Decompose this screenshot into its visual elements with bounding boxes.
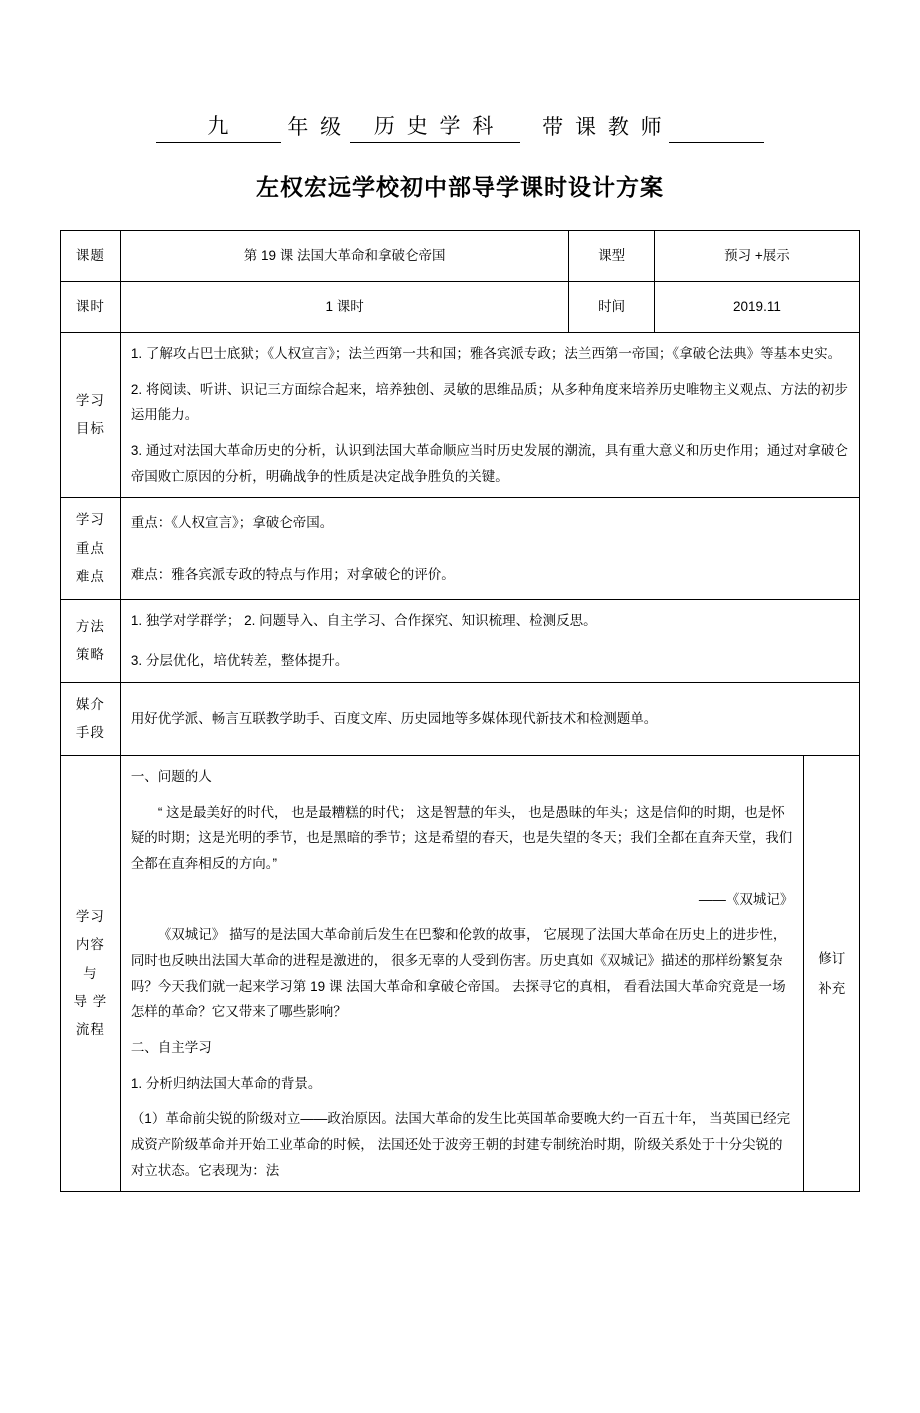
label-revise-line1: 修订 (818, 951, 846, 966)
label-content-line1: 学习 (75, 908, 105, 924)
label-goals-line1: 学习 (75, 392, 105, 408)
value-class-type: 预习 +展示 (654, 231, 859, 282)
document-page (0, 110, 920, 1413)
label-key-line3: 难点 (75, 568, 105, 584)
content-quote-source: ——《双城记》 (698, 891, 794, 907)
table-row (61, 498, 860, 600)
label-methods-line1: 方法 (75, 618, 105, 634)
label-topic: 课题 (61, 231, 121, 282)
label-methods-line2: 策略 (75, 646, 105, 662)
method-item: 3. 分层优化，培优转差，整体提升。 (130, 652, 349, 668)
label-revise-line2: 补充 (818, 980, 846, 996)
value-media (120, 682, 859, 756)
goal-item: 2. 将阅读、听讲、识记三方面综合起来，培养独创、灵敏的思维品质；从多种角度来培养历史唯物主义观点、方法的初步运用能力。 (130, 381, 848, 423)
value-topic: 第 19 课 法国大革命和拿破仑帝国 (120, 231, 569, 282)
value-key-points (120, 498, 859, 600)
label-content-line4: 导 学 (73, 993, 108, 1009)
label-media-line2: 手段 (75, 724, 105, 740)
label-methods (61, 600, 121, 682)
subject-value: 历 史 学 科 (350, 110, 520, 143)
value-periods: 1 课时 (120, 282, 569, 333)
label-time: 时间 (569, 282, 654, 333)
label-content (61, 756, 121, 1192)
grade-value: 九 (156, 110, 281, 143)
header-fields (0, 110, 920, 143)
table-row (61, 282, 860, 333)
grade-label: 年 级 (287, 116, 345, 139)
label-revise (804, 756, 860, 1192)
media-item: 用好优学派、畅言互联教学助手、百度文库、历史园地等多媒体现代新技术和检测题单。 (130, 711, 658, 727)
label-content-line3: 与 (83, 965, 98, 981)
table-row (61, 756, 860, 1192)
table-row (61, 682, 860, 756)
label-goals (61, 333, 121, 498)
label-key-line2: 重点 (75, 540, 105, 556)
label-media (61, 682, 121, 756)
content-paragraph: 《双城记》 描写的是法国大革命前后发生在巴黎和伦敦的故事， 它展现了法国大革命在历史上的进步性， 同时也反映出法国大革命的进程是激进的， 很多无辜的人受到伤害。历史真如《双城记》描述的那样纷繁复杂吗？今天我们就一起来学习第 19 课 法国大革命和拿破仑帝国。 去探寻它的真相， 看看法国大革命究竟是一场怎样的革命？它又带来了哪些影响？ (130, 927, 787, 1020)
goal-item: 3. 通过对法国大革命历史的分析，认识到法国大革命顺应当时历史发展的潮流，具有重大意义和历史作用；通过对拿破仑帝国败亡原因的分析，明确战争的性质是决定战争胜负的关键。 (130, 442, 848, 484)
table-row (61, 231, 860, 282)
label-periods: 课时 (61, 282, 121, 333)
table-row (61, 333, 860, 498)
label-key-line1: 学习 (75, 512, 105, 528)
content-section-heading: 二、自主学习 (130, 1039, 212, 1055)
content-quote: “ 这是最美好的时代， 也是最糟糕的时代； 这是智慧的年头， 也是愚昧的年头；这是信仰的时期，也是怀疑的时期；这是光明的季节，也是黑暗的季节；这是希望的春天，也是失望的冬天；我们全都在直奔天堂，我们全都在直奔相反的方向。” (130, 804, 793, 872)
value-time: 2019.11 (654, 282, 859, 333)
teacher-value (669, 140, 764, 143)
value-goals (120, 333, 859, 498)
teacher-label: 带 课 教 师 (542, 116, 665, 139)
label-class-type: 课型 (569, 231, 654, 282)
label-key-points (61, 498, 121, 600)
label-media-line1: 媒介 (75, 696, 105, 712)
content-paragraph: 1. 分析归纳法国大革命的背景。 (130, 1075, 322, 1091)
key-point-item: 重点：《人权宣言》；拿破仑帝国。 (130, 515, 334, 531)
page-title: 左权宏远学校初中部导学课时设计方案 (256, 174, 664, 200)
content-paragraph: （1）革命前尖锐的阶级对立——政治原因。法国大革命的发生比英国革命要晚大约一百五十年， 当英国已经完成资产阶级革命并开始工业革命的时候， 法国还处于波旁王朝的封建专制统治时期，阶级关系处于十分尖锐的对立状态。它表现为：法 (130, 1111, 791, 1178)
label-content-line2: 内容 (75, 937, 105, 953)
content-section-heading: 一、问题的人 (130, 769, 212, 785)
table-row (61, 600, 860, 682)
goal-item: 1. 了解攻占巴士底狱；《人权宣言》；法兰西第一共和国；雅各宾派专政；法兰西第一帝国；《拿破仑法典》等基本史实。 (130, 346, 842, 361)
key-point-item: 难点：雅各宾派专政的特点与作用；对拿破仑的评价。 (130, 566, 455, 582)
lesson-plan-table (60, 230, 860, 1192)
value-content (120, 756, 804, 1192)
method-item: 1. 独学对学群学； 2. 问题导入、自主学习、合作探究、知识梳理、检测反思。 (130, 613, 597, 629)
label-content-line5: 流程 (75, 1022, 105, 1038)
label-goals-line2: 目标 (75, 421, 105, 437)
value-methods (120, 600, 859, 682)
